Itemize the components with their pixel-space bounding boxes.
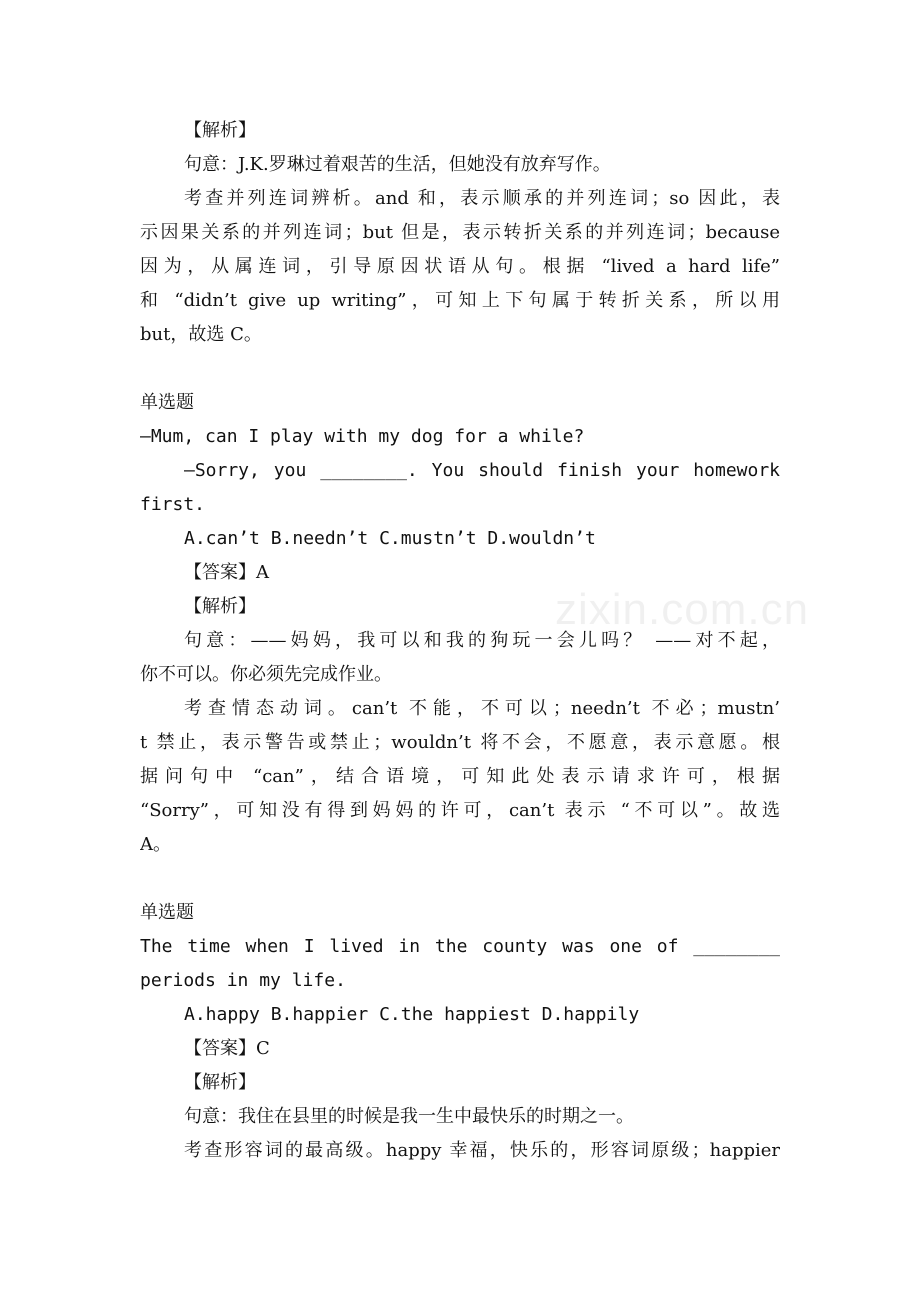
explanation-line: t 禁止，表示警告或禁止；wouldn’t 将不会，不愿意，表示意愿。根 — [140, 732, 780, 753]
question-text: periods in my life. — [140, 970, 346, 991]
question-text: —Sorry, you ________. You should finish your homework — [184, 460, 780, 481]
question-text: The time when I lived in the county was one of ________ — [140, 936, 780, 957]
explanation-line: “Sorry”，可知没有得到妈妈的许可，can’t 表示 “不可以”。故选 — [140, 800, 780, 821]
sentence-meaning: 句意：——妈妈，我可以和我的狗玩一会儿吗？ ——对不起， — [184, 630, 780, 651]
analysis-header: 【解析】 — [184, 120, 256, 141]
explanation-line: 据问句中 “can”，结合语境，可知此处表示请求许可，根据 — [140, 766, 780, 787]
sentence-meaning: 句意：J.K.罗琳过着艰苦的生活，但她没有放弃写作。 — [184, 154, 611, 175]
answer-options: A.happy B.happier C.the happiest D.happily — [184, 1004, 640, 1025]
sentence-meaning: 句意：我住在县里的时候是我一生中最快乐的时期之一。 — [184, 1106, 634, 1127]
explanation-line: 因为，从属连词，引导原因状语从句。根据 “lived a hard life” — [140, 256, 780, 277]
question-text: —Mum, can I play with my dog for a while? — [140, 426, 585, 447]
watermark: zixin.com.cn — [555, 585, 810, 634]
answer-key: 【答案】A — [184, 562, 269, 583]
answer-key: 【答案】C — [184, 1038, 270, 1059]
explanation-line: 考查形容词的最高级。happy 幸福，快乐的，形容词原级；happier — [184, 1140, 780, 1161]
explanation-line: 考查并列连词辨析。and 和，表示顺承的并列连词；so 因此，表 — [184, 188, 780, 209]
analysis-header: 【解析】 — [184, 1072, 256, 1093]
explanation-line: 示因果关系的并列连词；but 但是，表示转折关系的并列连词；because — [140, 222, 780, 243]
explanation-line: 和 “didn’t give up writing”，可知上下句属于转折关系，所以用 — [140, 290, 780, 311]
explanation-line: but，故选 C。 — [140, 324, 262, 345]
explanation-line: 考查情态动词。can’t 不能，不可以；needn’t 不必；mustn’ — [184, 698, 780, 719]
answer-options: A.can’t B.needn’t C.mustn’t D.wouldn’t — [184, 528, 596, 549]
explanation-line: A。 — [140, 834, 171, 855]
question-type: 单选题 — [140, 902, 194, 923]
question-type: 单选题 — [140, 392, 194, 413]
question-text: first. — [140, 494, 206, 515]
analysis-header: 【解析】 — [184, 596, 256, 617]
sentence-meaning: 你不可以。你必须先完成作业。 — [140, 664, 392, 685]
